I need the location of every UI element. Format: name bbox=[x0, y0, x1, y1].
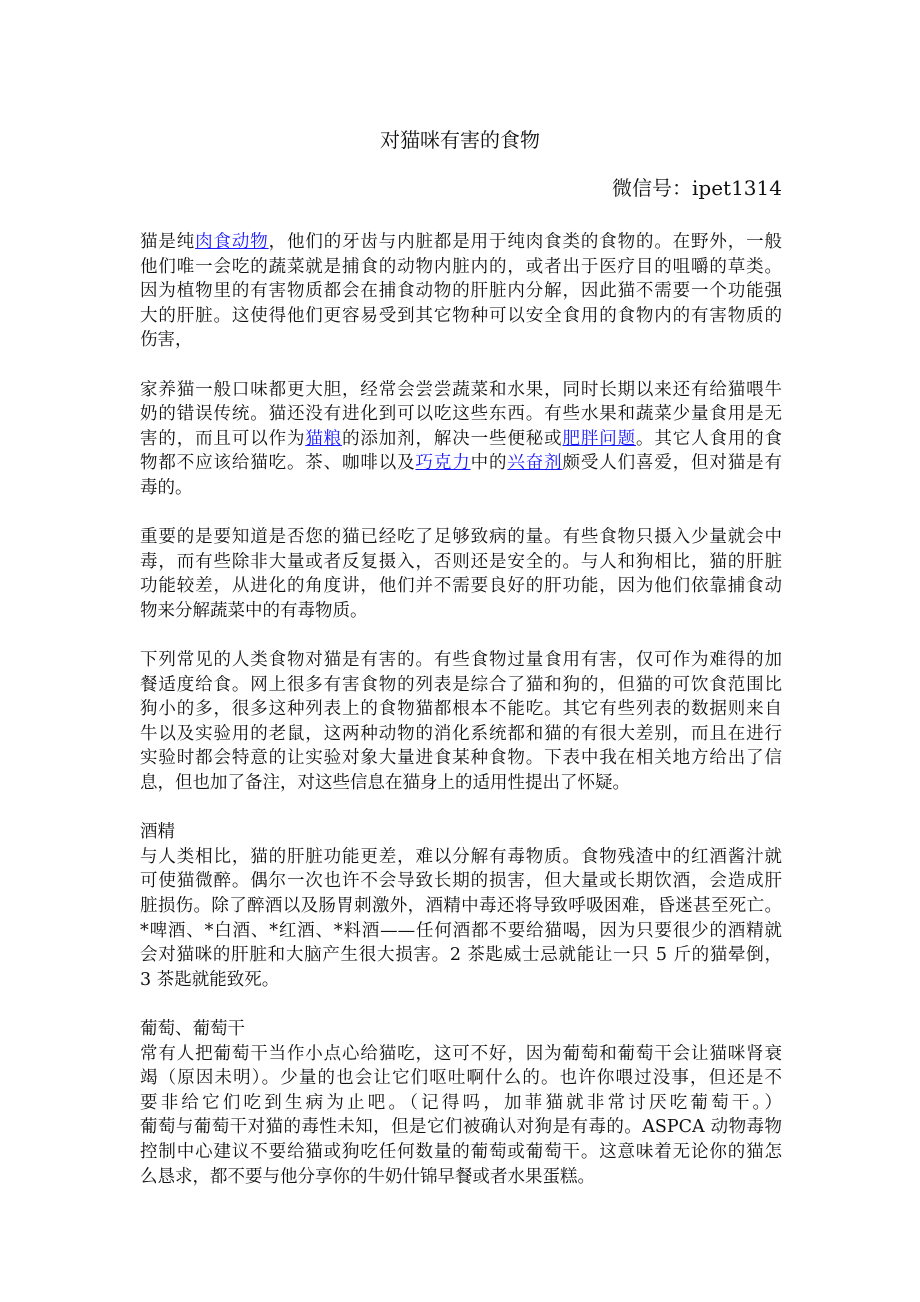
text-segment: 。其它人食用的食 bbox=[635, 428, 783, 449]
text-line bbox=[140, 451, 782, 476]
paragraph bbox=[140, 378, 782, 501]
text-segment: 物来分解蔬菜中的有毒物质。 bbox=[140, 600, 368, 621]
text-line bbox=[140, 1140, 782, 1165]
text-segment: 与人类相比，猫的肝脏功能更差，难以分解有毒物质。食物残渣中的红酒酱汁就 bbox=[140, 846, 782, 867]
text-segment: 会对猫咪的肝脏和大脑产生很大损害。2 茶匙威士忌就能让一只 5 斤的猫晕倒， bbox=[140, 945, 782, 966]
text-segment: 要非给它们吃到生病为止吧。（记得吗，加菲猫就非常讨厌吃葡萄干。） bbox=[140, 1092, 782, 1113]
text-line bbox=[140, 328, 782, 353]
text-line bbox=[140, 697, 782, 722]
text-segment: 猫是纯 bbox=[140, 232, 196, 252]
text-segment: 狗小的多，很多这种列表上的食物猫都根本不能吃。其它有些列表的数据则来自 bbox=[140, 699, 782, 720]
text-segment: 息，但也加了备注，对这些信息在猫身上的适用性提出了怀疑。 bbox=[140, 773, 630, 794]
text-line bbox=[140, 1042, 782, 1067]
text-line bbox=[140, 869, 782, 894]
paragraph bbox=[140, 820, 782, 992]
text-line bbox=[140, 230, 782, 255]
inline-link[interactable]: 肉食动物 bbox=[195, 232, 269, 252]
text-segment: 奶的错误传统。猫还没有进化到可以吃这些东西。有些水果和蔬菜少量食用是无 bbox=[140, 404, 782, 425]
text-segment: 重要的是要知道是否您的猫已经吃了足够致病的量。有些食物只摄入少量就会中 bbox=[140, 527, 782, 548]
text-line bbox=[140, 771, 782, 796]
text-segment: 伤害， bbox=[140, 330, 193, 351]
text-segment: 毒的。 bbox=[140, 477, 193, 498]
text-line bbox=[140, 894, 782, 919]
text-line bbox=[140, 943, 782, 968]
text-segment: 3 茶匙就能致死。 bbox=[140, 969, 280, 990]
text-line bbox=[140, 427, 782, 452]
text-segment: 竭（原因未明）。少量的也会让它们呕吐啊什么的。也许你喂过没事，但还是不 bbox=[140, 1068, 782, 1089]
text-line bbox=[140, 722, 782, 747]
text-segment: 下列常见的人类食物对猫是有害的。有些食物过量食用有害，仅可作为难得的加 bbox=[140, 650, 782, 671]
paragraph bbox=[140, 648, 782, 796]
text-line bbox=[140, 1066, 782, 1091]
paragraph bbox=[140, 1017, 782, 1189]
text-line bbox=[140, 673, 782, 698]
text-line bbox=[140, 1165, 782, 1190]
text-segment: 常有人把葡萄干当作小点心给猫吃，这可不好，因为葡萄和葡萄干会让猫咪肾衰 bbox=[140, 1043, 782, 1064]
inline-link[interactable]: 猫粮 bbox=[305, 428, 343, 449]
text-line bbox=[140, 845, 782, 870]
text-line bbox=[140, 279, 782, 304]
text-line bbox=[140, 525, 782, 550]
paragraph bbox=[140, 525, 782, 623]
inline-link[interactable]: 肥胖问题 bbox=[562, 428, 636, 449]
text-segment: 家养猫一般口味都更大胆，经常会尝尝蔬菜和水果，同时长期以来还有给猫喂牛 bbox=[140, 379, 782, 400]
text-line bbox=[140, 255, 782, 280]
text-segment: 他们唯一会吃的蔬菜就是捕食的动物内脏内的，或者出于医疗目的咀嚼的草类。 bbox=[140, 256, 782, 277]
text-segment: 中的 bbox=[470, 453, 508, 474]
text-segment: 颇受人们喜爱，但对猫是有 bbox=[562, 453, 783, 474]
inline-link[interactable]: 兴奋剂 bbox=[507, 453, 563, 474]
text-segment: ，他们的牙齿与内脏都是用于纯肉食类的食物的。在野外，一般 bbox=[268, 232, 783, 252]
text-line bbox=[140, 574, 782, 599]
paragraph bbox=[140, 230, 782, 353]
text-segment: 大的肝脏。这使得他们更容易受到其它物种可以安全食用的食物内的有害物质的 bbox=[140, 305, 782, 326]
document-body bbox=[140, 230, 782, 1214]
text-line bbox=[140, 1091, 782, 1116]
text-line bbox=[140, 968, 782, 993]
text-line bbox=[140, 820, 782, 845]
text-line bbox=[140, 1017, 782, 1042]
text-segment: 实验时都会特意的让实验对象大量进食某种食物。下表中我在相关地方给出了信 bbox=[140, 748, 782, 769]
wechat-id: 微信号：ipet1314 bbox=[612, 176, 782, 200]
text-line bbox=[140, 402, 782, 427]
text-line bbox=[140, 746, 782, 771]
text-segment: 因为植物里的有害物质都会在捕食动物的肝脏内分解，因此猫不需要一个功能强 bbox=[140, 281, 782, 302]
text-segment: 的添加剂，解决一些便秘或 bbox=[342, 428, 563, 449]
text-segment: 酒精 bbox=[140, 822, 175, 843]
text-segment: 毒，而有些除非大量或者反复摄入，否则还是安全的。与人和狗相比，猫的肝脏 bbox=[140, 551, 782, 572]
inline-link[interactable]: 巧克力 bbox=[415, 453, 471, 474]
text-line bbox=[140, 378, 782, 403]
text-segment: *啤酒、*白酒、*红酒、*料酒——任何酒都不要给猫喝，因为只要很少的酒精就 bbox=[140, 920, 782, 941]
text-segment: 脏损伤。除了醉酒以及肠胃刺激外，酒精中毒还将导致呼吸困难，昏迷甚至死亡。 bbox=[140, 896, 782, 917]
text-segment: 牛以及实验用的老鼠，这两种动物的消化系统都和猫的有很大差别，而且在进行 bbox=[140, 723, 782, 744]
text-line bbox=[140, 599, 782, 624]
text-segment: 控制中心建议不要给猫或狗吃任何数量的葡萄或葡萄干。这意味着无论你的猫怎 bbox=[140, 1141, 782, 1162]
text-segment: 害的，而且可以作为 bbox=[140, 428, 306, 449]
text-line bbox=[140, 919, 782, 944]
text-line bbox=[140, 304, 782, 329]
text-segment: 可使猫微醉。偶尔一次也许不会导致长期的损害，但大量或长期饮酒，会造成肝 bbox=[140, 871, 782, 892]
text-segment: 葡萄与葡萄干对猫的毒性未知，但是它们被确认对狗是有毒的。ASPCA 动物毒物 bbox=[140, 1117, 782, 1138]
text-line bbox=[140, 1115, 782, 1140]
text-segment: 么恳求，都不要与他分享你的牛奶什锦早餐或者水果蛋糕。 bbox=[140, 1166, 595, 1187]
text-segment: 葡萄、葡萄干 bbox=[140, 1019, 245, 1039]
document-title: 对猫咪有害的食物 bbox=[380, 128, 540, 152]
text-line bbox=[140, 550, 782, 575]
text-line bbox=[140, 648, 782, 673]
text-segment: 功能较差，从进化的角度讲，他们并不需要良好的肝功能，因为他们依靠捕食动 bbox=[140, 576, 782, 597]
text-segment: 物都不应该给猫吃。茶、咖啡以及 bbox=[140, 453, 416, 474]
text-line bbox=[140, 476, 782, 501]
text-segment: 餐适度给食。网上很多有害食物的列表是综合了猫和狗的，但猫的可饮食范围比 bbox=[140, 674, 782, 695]
